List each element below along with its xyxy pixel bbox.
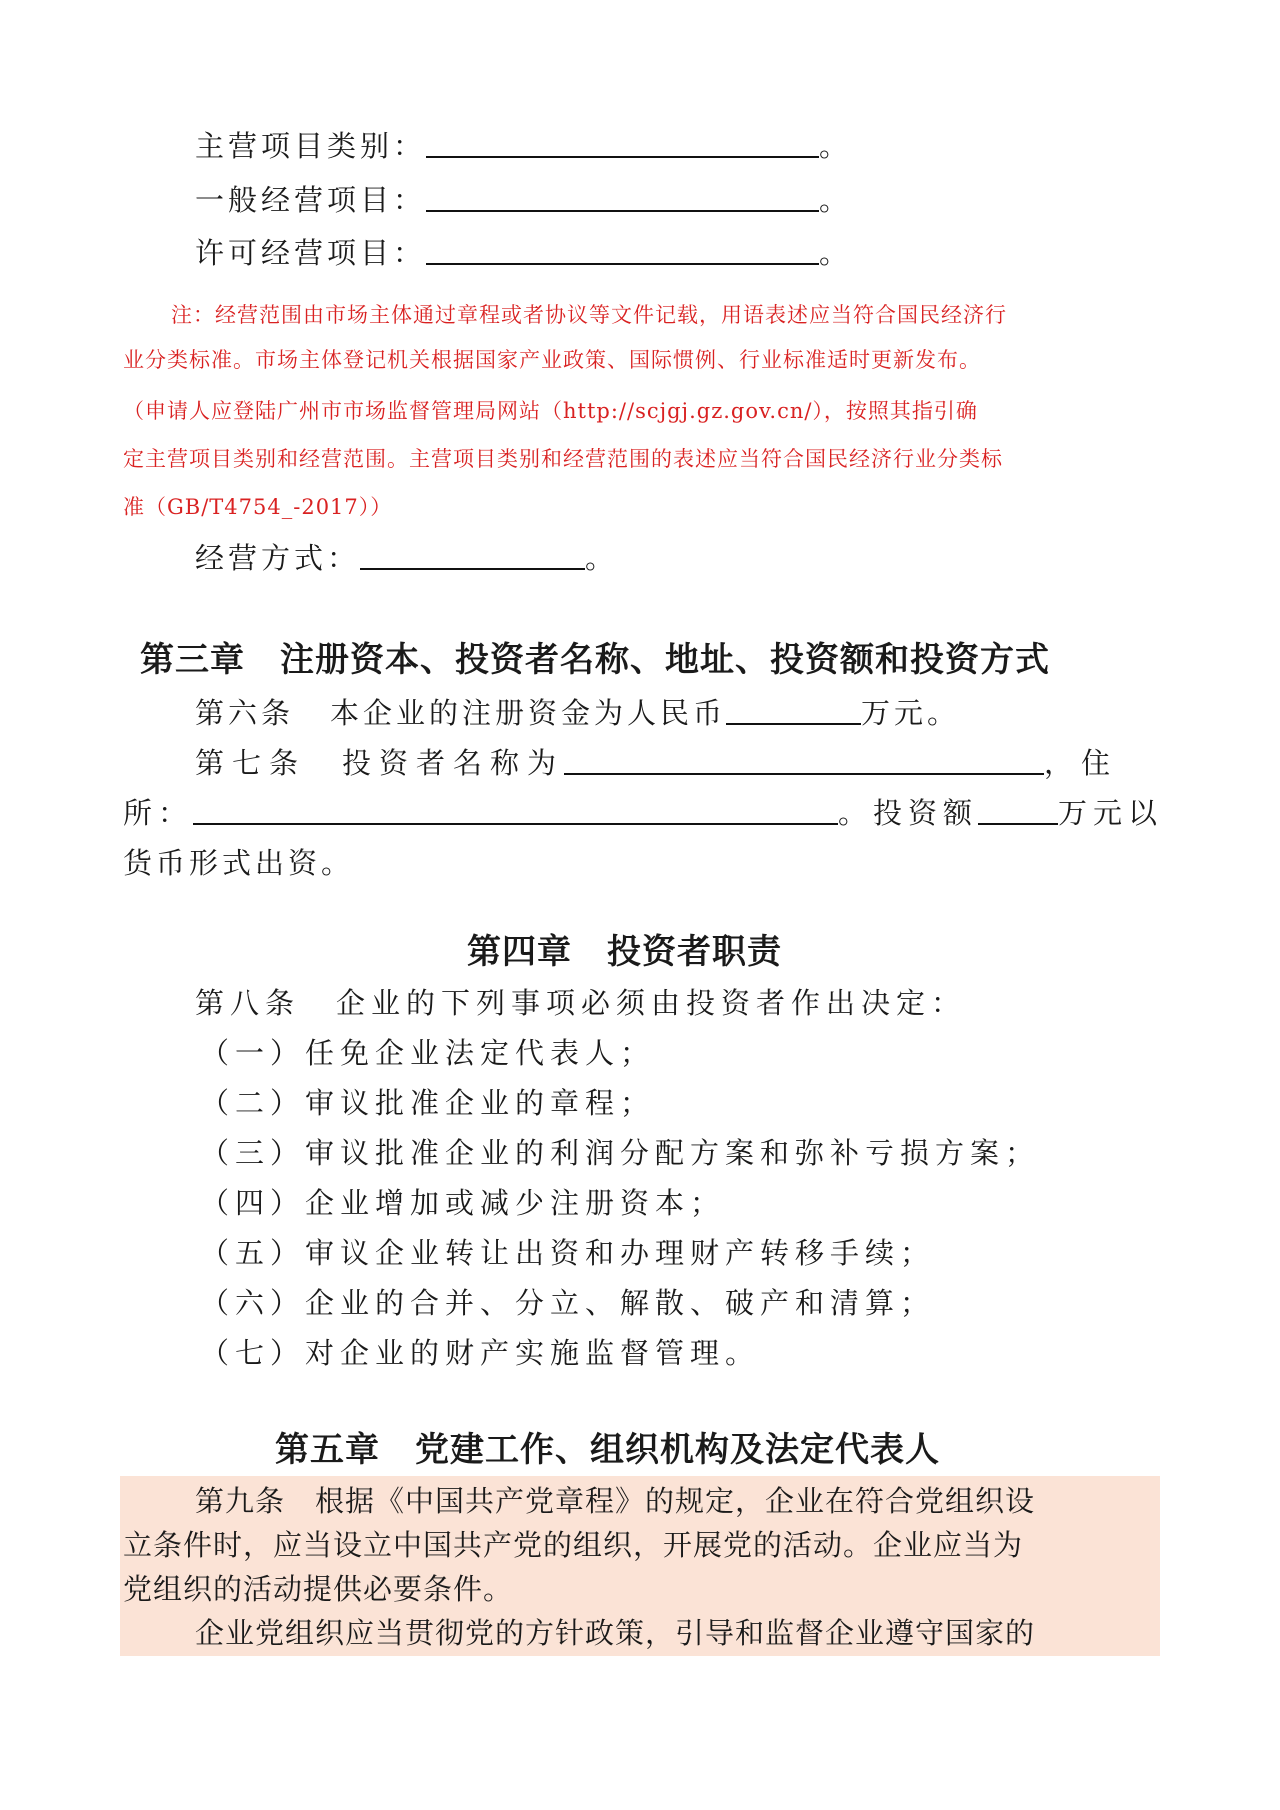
article-9-line-3: 党组织的活动提供必要条件。 <box>123 1572 514 1606</box>
main-category-blank[interactable] <box>426 126 819 158</box>
business-mode-blank[interactable] <box>360 538 585 570</box>
capital-blank[interactable] <box>726 693 861 725</box>
article-7 <box>195 743 1118 783</box>
general-items-label: 一般经营项目： <box>195 183 427 217</box>
line-end: 。 <box>819 183 853 217</box>
general-items-blank[interactable] <box>426 180 819 212</box>
chapter-4-title: 第四章 投资者职责 <box>467 932 782 972</box>
licensed-items-field <box>195 233 852 273</box>
list-item: （一）任免企业法定代表人； <box>200 1036 656 1070</box>
article-6-unit: 万元。 <box>861 696 961 730</box>
article-7-end: 货币形式出资。 <box>123 846 355 880</box>
article-6-text: 本企业的注册资金为人民币 <box>330 696 727 730</box>
business-mode-field <box>195 538 618 578</box>
line-end: 。 <box>819 129 853 163</box>
article-6 <box>195 693 960 733</box>
article-8-text: 企业的下列事项必须由投资者作出决定： <box>336 986 967 1020</box>
investment-blank[interactable] <box>978 793 1058 825</box>
investor-name-blank[interactable] <box>564 743 1044 775</box>
article-9-line-2: 立条件时，应当设立中国共产党的组织，开展党的活动。企业应当为 <box>123 1528 1024 1562</box>
list-item: （五）审议企业转让出资和办理财产转移手续； <box>200 1236 936 1270</box>
list-item: （二）审议批准企业的章程； <box>200 1086 656 1120</box>
note-line-3: （申请人应登陆广州市市场监督管理局网站（http://scjgj.gz.gov.cn/），按照其指引确 <box>123 399 978 423</box>
general-items-field <box>195 180 852 220</box>
main-category-label: 主营项目类别： <box>195 129 427 163</box>
address-label: 所： <box>123 796 194 830</box>
investment-label: 。投资额 <box>838 796 979 830</box>
licensed-items-blank[interactable] <box>426 233 819 265</box>
line-end: 。 <box>585 541 619 575</box>
address-blank[interactable] <box>193 793 838 825</box>
list-item: （三）审议批准企业的利润分配方案和弥补亏损方案； <box>200 1136 1041 1170</box>
list-item: （七）对企业的财产实施监督管理。 <box>200 1336 761 1370</box>
list-item: （六）企业的合并、分立、解散、破产和清算； <box>200 1286 936 1320</box>
article-9-line-1: 第九条 根据《中国共产党章程》的规定，企业在符合党组织设 <box>195 1484 1036 1518</box>
chapter-3-title: 第三章 注册资本、投资者名称、地址、投资额和投资方式 <box>140 640 1050 680</box>
note-line-2: 业分类标准。市场主体登记机关根据国家产业政策、国际惯例、行业标准适时更新发布。 <box>123 348 981 372</box>
article-7-label: 第七条 <box>195 746 307 780</box>
note-line-1: 注：经营范围由市场主体通过章程或者协议等文件记载，用语表述应当符合国民经济行 <box>171 303 1007 327</box>
article-7-address <box>123 793 1163 833</box>
investment-unit: 万元以 <box>1058 796 1164 830</box>
list-item: （四）企业增加或减少注册资本； <box>200 1186 726 1220</box>
article-9-line-4: 企业党组织应当贯彻党的方针政策，引导和监督企业遵守国家的 <box>195 1616 1036 1650</box>
licensed-items-label: 许可经营项目： <box>195 236 427 270</box>
article-8 <box>195 983 966 1023</box>
chapter-5-title: 第五章 党建工作、组织机构及法定代表人 <box>275 1430 940 1470</box>
main-category-field <box>195 126 852 166</box>
article-7-text: 投资者名称为 <box>342 746 565 780</box>
article-8-label: 第八条 <box>195 986 301 1020</box>
article-6-label: 第六条 <box>195 696 295 730</box>
note-line-5: 准（GB/T4754_-2017）） <box>123 495 393 519</box>
line-end: 。 <box>819 236 853 270</box>
business-mode-label: 经营方式： <box>195 541 361 575</box>
note-line-4: 定主营项目类别和经营范围。主营项目类别和经营范围的表述应当符合国民经济行业分类标 <box>123 447 1003 471</box>
article-7-comma: ，住 <box>1044 746 1119 780</box>
